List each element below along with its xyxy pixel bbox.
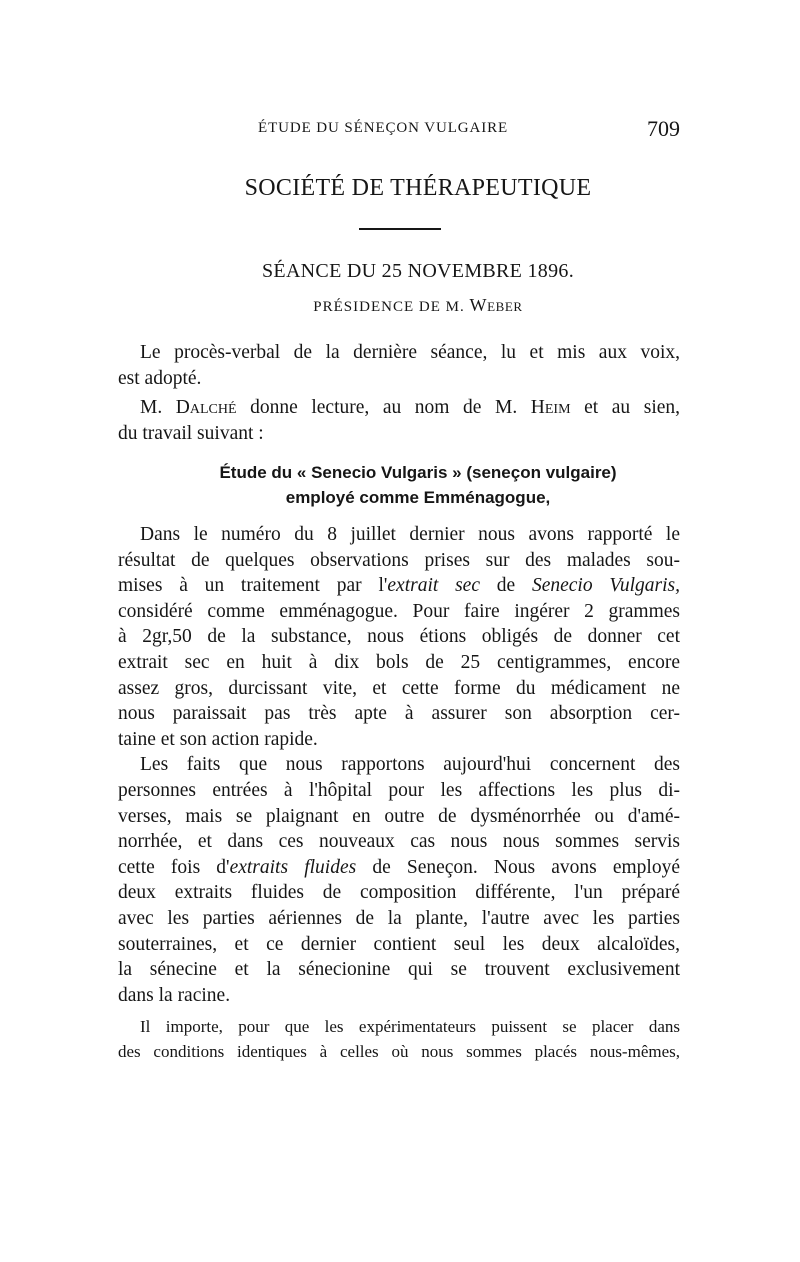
- text-line: Le procès-verbal de la dernière séance, lu et mis aux voix,: [140, 342, 680, 363]
- title-rule: [359, 228, 441, 230]
- text-line: Les faits que nous rapportons aujourd'hui concernent des: [140, 754, 680, 776]
- text-line: norrhée, et dans ces nouveaux cas nous nous sommes servis: [118, 831, 680, 853]
- author-name: Heim: [530, 397, 571, 418]
- note-paragraph: [118, 1014, 680, 1064]
- author-name: Dalché: [175, 397, 237, 418]
- text-line: Dans le numéro du 8 juillet dernier nous avons rapporté le: [140, 524, 680, 545]
- text-line: assez gros, durcissant vite, et cette forme du médicament ne: [118, 677, 680, 699]
- study-heading: [118, 460, 718, 510]
- president-name: Weber: [469, 295, 523, 315]
- text-line: M. Dalché donne lecture, au nom de M. Heim et au sien,: [140, 397, 681, 418]
- text-line: Il importe, pour que les expérimentateurs puissent se placer dans: [140, 1017, 680, 1036]
- text-line: est adopté.: [118, 368, 202, 389]
- reading-paragraph: [118, 395, 680, 447]
- text-line: considéré comme emménagogue. Pour faire ingérer 2 grammes: [118, 600, 680, 622]
- presidence-line: [118, 295, 718, 316]
- text-line: verses, mais se plaignant en outre de dysménorrhée ou d'amé-: [118, 805, 680, 827]
- text-line: du travail suivant :: [118, 423, 264, 444]
- text-line: dans la racine.: [118, 984, 231, 1006]
- text-line: souterraines, et ce dernier contient seul les deux alcaloïdes,: [118, 933, 680, 955]
- text-line: résultat de quelques observations prises sur des malades sou-: [118, 549, 680, 571]
- text-line: à 2gr,50 de la substance, nous étions obligés de donner cet: [118, 626, 680, 648]
- page-header: [118, 116, 680, 142]
- study-heading-line: employé comme Emménagogue,: [285, 488, 551, 507]
- presidence-prefix: PRÉSIDENCE DE M.: [313, 299, 465, 315]
- text-line: personnes entrées à l'hôpital pour les affections les plus di-: [118, 779, 680, 801]
- society-title: SOCIÉTÉ DE THÉRAPEUTIQUE: [244, 175, 592, 201]
- study-heading-line: Étude du « Senecio Vulgaris » (seneçon vulgaire): [219, 463, 617, 482]
- running-title: ÉTUDE DU SÉNEÇON VULGAIRE: [258, 120, 509, 136]
- text-line: taine et son action rapide.: [118, 728, 318, 750]
- text-line: cette fois d'extraits fluides de Seneçon. Nous avons employé: [118, 856, 680, 878]
- text-line: mises à un traitement par l'extrait sec de Senecio Vulgaris,: [118, 575, 680, 597]
- text-line: avec les parties aériennes de la plante, l'autre avec les parties: [118, 907, 680, 929]
- text-line: extrait sec en huit à dix bols de 25 centigrammes, encore: [118, 651, 680, 673]
- text-line: des conditions identiques à celles où nous sommes placés nous-mêmes,: [118, 1042, 680, 1061]
- session-title: SÉANCE DU 25 NOVEMBRE 1896.: [262, 260, 574, 282]
- text-line: la sénecine et la sénecionine qui se trouvent exclusivement: [118, 959, 680, 981]
- page-number: 709: [647, 116, 680, 141]
- text-line: deux extraits fluides de composition différente, l'un préparé: [118, 882, 680, 904]
- body-text: [118, 522, 680, 1008]
- minutes-paragraph: [118, 340, 680, 392]
- text-line: nous paraissait pas très apte à assurer son absorption cer-: [118, 703, 680, 725]
